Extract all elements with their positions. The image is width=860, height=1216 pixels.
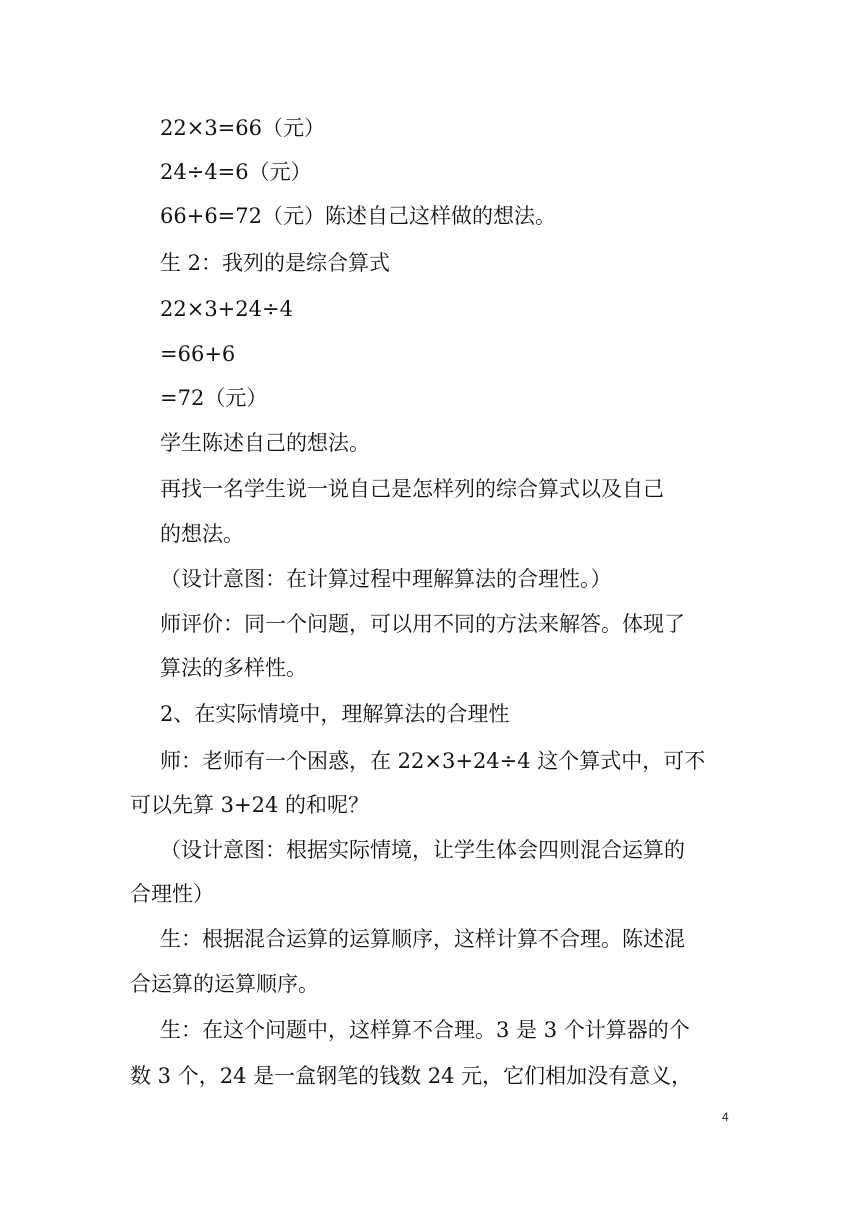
page-number: 4 — [722, 1110, 729, 1124]
text-line-3: 66+6=72（元）陈述自己这样做的想法。 — [160, 204, 556, 228]
text-line-16: 可以先算 3+24 的和呢？ — [130, 793, 370, 817]
text-line-20: 合运算的运算顺序。 — [130, 972, 319, 996]
text-line-19: 生：根据混合运算的运算顺序，这样计算不合理。陈述混 — [160, 927, 685, 951]
text-line-22: 数 3 个，24 是一盒钢笔的钱数 24 元，它们相加没有意义， — [130, 1064, 693, 1088]
text-line-9: 再找一名学生说一说自己是怎样列的综合算式以及自己 — [160, 477, 664, 501]
text-line-10: 的想法。 — [160, 522, 244, 546]
text-line-2: 24÷4=6（元） — [160, 160, 312, 184]
text-line-4: 生 2：我列的是综合算式 — [160, 251, 391, 275]
text-line-11: （设计意图：在计算过程中理解算法的合理性。） — [160, 567, 612, 591]
text-line-12: 师评价：同一个问题，可以用不同的方法来解答。体现了 — [160, 612, 685, 636]
text-line-18: 合理性） — [130, 882, 214, 906]
text-line-15: 师：老师有一个困惑，在 22×3+24÷4 这个算式中，可不 — [160, 749, 706, 773]
text-line-6: =66+6 — [160, 342, 236, 366]
text-line-17: （设计意图：根据实际情境，让学生体会四则混合运算的 — [160, 838, 685, 862]
text-line-21: 生：在这个问题中，这样算不合理。3 是 3 个计算器的个 — [160, 1018, 690, 1042]
text-line-7: =72（元） — [160, 386, 268, 410]
text-line-13: 算法的多样性。 — [160, 656, 307, 680]
text-line-5: 22×3+24÷4 — [160, 297, 293, 321]
text-line-8: 学生陈述自己的想法。 — [160, 431, 370, 455]
section-heading: 2、在实际情境中，理解算法的合理性 — [160, 702, 510, 726]
text-line-1: 22×3=66（元） — [160, 116, 325, 140]
